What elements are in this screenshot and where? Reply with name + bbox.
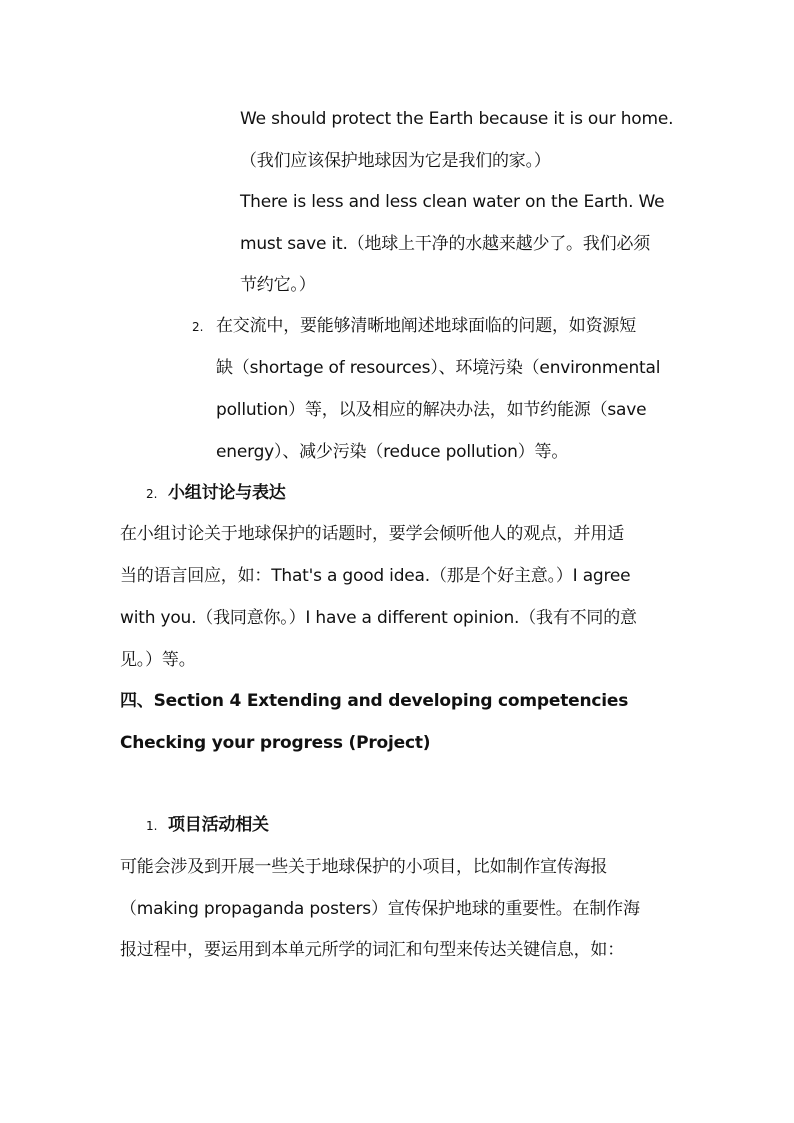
paragraph-line: 当的语言回应，如：That's a good idea.（那是个好主意。）I agree [120,566,631,586]
paragraph-line: with you.（我同意你。）I have a different opinion.（我有不同的意 [120,608,637,628]
example-sentence-2: There is less and less clean water on the Earth. We [240,192,665,212]
example-sentence-2-cont: must save it.（地球上干净的水越来越少了。我们必须 [240,234,651,254]
example-translation-1: （我们应该保护地球因为它是我们的家。） [240,151,551,171]
list-item-text: 缺（shortage of resources）、环境污染（environmental [216,358,661,378]
section-title: 四、Section 4 Extending and developing competencies [120,691,629,711]
example-sentence-2-end: 节约它。） [240,275,316,295]
list-item-text: pollution）等，以及相应的解决办法，如节约能源（save [216,400,647,420]
paragraph-line: 见。）等。 [120,650,196,670]
section-heading: 小组讨论与表达 [168,483,286,503]
paragraph-line: （making propaganda posters）宣传保护地球的重要性。在制作海 [120,899,640,919]
paragraph-line: 在小组讨论关于地球保护的话题时，要学会倾听他人的观点，并用适 [120,524,624,544]
list-item-text: energy）、减少污染（reduce pollution）等。 [216,442,569,462]
paragraph-line: 可能会涉及到开展一些关于地球保护的小项目，比如制作宣传海报 [120,857,608,877]
list-item-text: 在交流中，要能够清晰地阐述地球面临的问题，如资源短 [216,316,636,336]
section-number: 1. [146,819,158,833]
list-number: 2. [192,320,204,334]
section-heading: 项目活动相关 [168,815,269,835]
section-subtitle: Checking your progress (Project) [120,733,431,753]
section-number: 2. [146,487,158,501]
example-sentence-1: We should protect the Earth because it is our home. [240,109,674,129]
paragraph-line: 报过程中，要运用到本单元所学的词汇和句型来传达关键信息，如： [120,940,624,960]
